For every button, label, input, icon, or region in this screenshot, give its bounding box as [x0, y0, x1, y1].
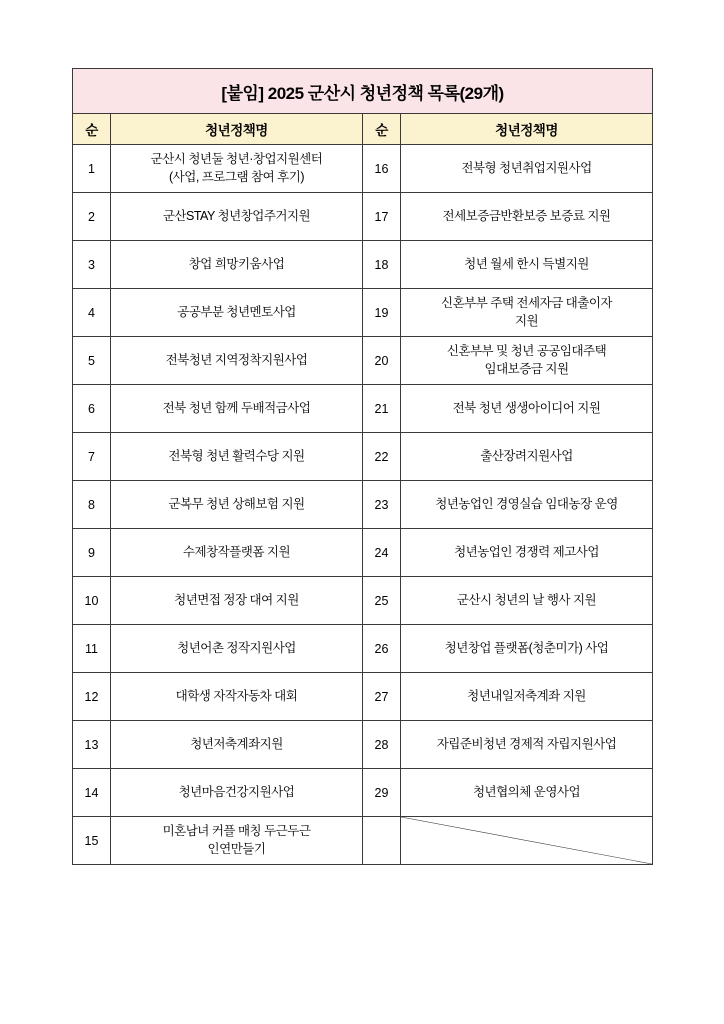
policy-name-left: 수제창작플랫폼 지원: [111, 529, 363, 577]
row-number-right: 19: [363, 289, 401, 337]
header-policy-left: 청년정책명: [111, 114, 363, 145]
table-row: [73, 673, 653, 721]
row-number-right: 18: [363, 241, 401, 289]
policy-name-right: 자립준비청년 경제적 자립지원사업: [401, 721, 653, 769]
policy-name-right: 전세보증금반환보증 보증료 지원: [401, 193, 653, 241]
row-number-right: 20: [363, 337, 401, 385]
row-number-left: 14: [73, 769, 111, 817]
row-number-left: 12: [73, 673, 111, 721]
empty-cell: [363, 817, 401, 865]
policy-name-left: 전북 청년 함께 두배적금사업: [111, 385, 363, 433]
row-number-left: 13: [73, 721, 111, 769]
table-row: [73, 817, 653, 865]
policy-name-right: 출산장려지원사업: [401, 433, 653, 481]
policy-name-left: 대학생 자작자동차 대회: [111, 673, 363, 721]
row-number-right: 29: [363, 769, 401, 817]
table-row: [73, 241, 653, 289]
row-number-right: 22: [363, 433, 401, 481]
empty-cell-diagonal: [401, 817, 653, 865]
row-number-left: 9: [73, 529, 111, 577]
table-row: [73, 145, 653, 193]
policy-name-right: 전북형 청년취업지원사업: [401, 145, 653, 193]
table-title-row: [73, 69, 653, 114]
row-number-right: 21: [363, 385, 401, 433]
table-row: [73, 337, 653, 385]
table-row: [73, 577, 653, 625]
policy-name-right: 전북 청년 생생아이디어 지원: [401, 385, 653, 433]
header-num-left: 순: [73, 114, 111, 145]
policy-name-right: 신혼부부 및 청년 공공임대주택 임대보증금 지원: [401, 337, 653, 385]
document-title: [붙임] 2025 군산시 청년정책 목록(29개): [73, 69, 653, 114]
diagonal-strike-icon: [401, 817, 652, 864]
policy-name-left: 미혼남녀 커플 매칭 두근두근 인연만들기: [111, 817, 363, 865]
policy-name-left: 청년면접 정장 대여 지원: [111, 577, 363, 625]
policy-name-right: 군산시 청년의 날 행사 지원: [401, 577, 653, 625]
table-row: [73, 433, 653, 481]
policy-name-left: 청년어촌 정작지원사업: [111, 625, 363, 673]
policy-name-left: 공공부분 청년멘토사업: [111, 289, 363, 337]
policy-name-right: 청년협의체 운영사업: [401, 769, 653, 817]
table-row: [73, 721, 653, 769]
row-number-right: 24: [363, 529, 401, 577]
policy-name-right: 청년 월세 한시 득별지원: [401, 241, 653, 289]
policy-name-right: 청년농업인 경쟁력 제고사업: [401, 529, 653, 577]
policy-name-right: 청년농업인 경영실습 임대농장 운영: [401, 481, 653, 529]
row-number-left: 7: [73, 433, 111, 481]
policy-name-left: 창업 희망키움사업: [111, 241, 363, 289]
row-number-right: 23: [363, 481, 401, 529]
row-number-left: 6: [73, 385, 111, 433]
row-number-right: 28: [363, 721, 401, 769]
row-number-left: 3: [73, 241, 111, 289]
row-number-left: 8: [73, 481, 111, 529]
table-row: [73, 193, 653, 241]
table-row: [73, 625, 653, 673]
table-header-row: [73, 114, 653, 145]
row-number-left: 4: [73, 289, 111, 337]
policy-name-left: 군복무 청년 상해보험 지원: [111, 481, 363, 529]
table-row: [73, 481, 653, 529]
row-number-left: 11: [73, 625, 111, 673]
row-number-left: 10: [73, 577, 111, 625]
policy-table-wrapper: [72, 68, 652, 865]
table-row: [73, 385, 653, 433]
policy-name-left: 군산시 청년둘 청년·창업지원센터 (사업, 프로그램 참여 후기): [111, 145, 363, 193]
policy-name-right: 신혼부부 주택 전세자금 대출이자 지원: [401, 289, 653, 337]
table-row: [73, 529, 653, 577]
row-number-right: 17: [363, 193, 401, 241]
table-row: [73, 769, 653, 817]
row-number-right: 25: [363, 577, 401, 625]
header-policy-right: 청년정책명: [401, 114, 653, 145]
row-number-left: 5: [73, 337, 111, 385]
policy-table: [72, 68, 653, 865]
policy-name-right: 청년내일저축계좌 지원: [401, 673, 653, 721]
table-row: [73, 289, 653, 337]
policy-name-left: 청년마음건강지원사업: [111, 769, 363, 817]
row-number-left: 15: [73, 817, 111, 865]
policy-name-left: 군산STAY 청년창업주거지원: [111, 193, 363, 241]
row-number-left: 2: [73, 193, 111, 241]
policy-name-left: 전북청년 지역정착지원사업: [111, 337, 363, 385]
policy-name-right: 청년창업 플랫폼(청춘미가) 사업: [401, 625, 653, 673]
policy-name-left: 청년저축계좌지원: [111, 721, 363, 769]
policy-table-body: [73, 69, 653, 865]
row-number-right: 26: [363, 625, 401, 673]
row-number-left: 1: [73, 145, 111, 193]
header-num-right: 순: [363, 114, 401, 145]
row-number-right: 16: [363, 145, 401, 193]
row-number-right: 27: [363, 673, 401, 721]
policy-name-left: 전북형 청년 활력수당 지원: [111, 433, 363, 481]
